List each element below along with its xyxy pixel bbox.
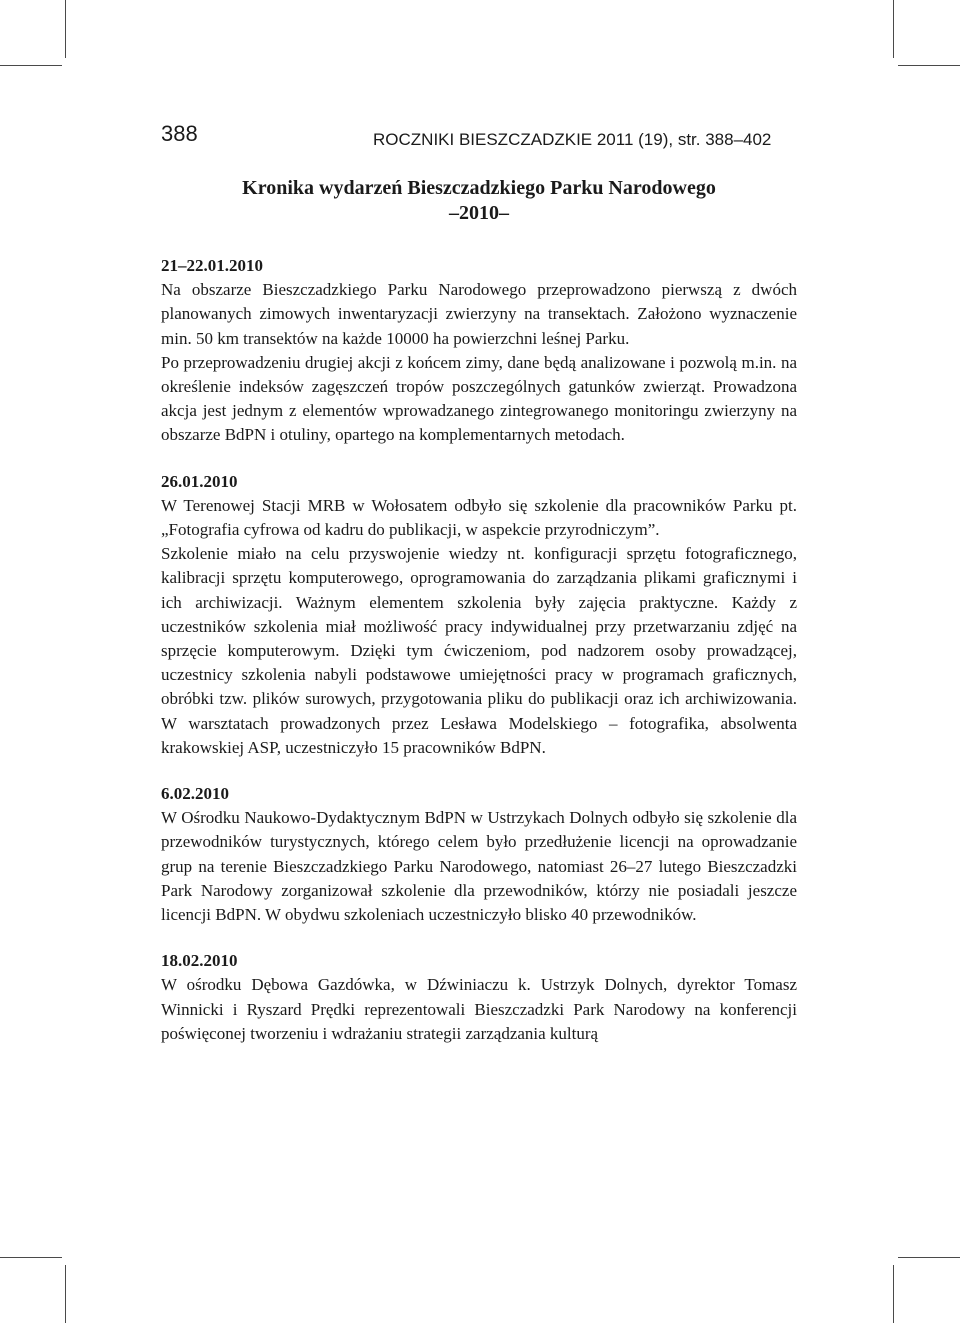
- entry-paragraph: Szkolenie miało na celu przyswojenie wiedzy nt. konfiguracji sprzętu fotograficznego, kalibracji sprzętu komputerowego, oprogramowania do zarządzania plikami graficznymi i ich archiwizacji. Ważnym elementem szkolenia były zajęcia praktyczne. Każdy z uczestników szkolenia miał możliwość pracy indywidualnej przy przetwarzaniu zdjęć na sprzęcie komputerowym. Dzięki tym ćwiczeniom, pod nadzorem osoby prowadzącej, uczestnicy szkolenia nabyli podstawowe umiejętności pracy w programach graficznych, obróbki tzw. plików surowych, przygotowania pliku do publikacji oraz ich archiwizowania. W warsztatach prowadzonych przez Lesława Modelskiego – fotografika, absolwenta krakowskiej ASP, uczestniczyło 15 pracowników BdPN.: [161, 544, 797, 757]
- entry-date: 6.02.2010: [161, 784, 229, 804]
- crop-mark: [898, 65, 960, 66]
- title-year: –2010–: [449, 202, 509, 224]
- running-head: ROCZNIKI BIESZCZADZKIE 2011 (19), str. 388–402: [373, 130, 772, 149]
- crop-mark: [0, 65, 62, 66]
- entry-paragraph: Po przeprowadzeniu drugiej akcji z końcem zimy, dane będą analizowane i pozwolą m.in. na określenie indeksów zagęszczeń tropów poszczególnych gatunków zwierząt. Prowadzona akcja jest jednym z elementów wprowadzanego zintegrowanego monitoringu zwierzyny na obszarze BdPN i otuliny, opartego na komplementarnych metodach.: [161, 352, 797, 445]
- title-line: Kronika wydarzeń Bieszczadzkiego Parku Narodowego: [242, 177, 716, 199]
- entry-date: 21–22.01.2010: [161, 256, 263, 275]
- entry-paragraph: Na obszarze Bieszczadzkiego Parku Narodowego przeprowadzono pierwszą z dwóch planowanych zimowych inwentaryzacji zwierzyny na transektach. Założono wyznaczenie min. 50 km transektów na każde 10000 ha powierzchni leśnej Parku.: [161, 280, 797, 348]
- crop-mark: [65, 1265, 66, 1323]
- chronicle-entry: [161, 254, 797, 448]
- document-title: [161, 176, 797, 226]
- chronicle-body: [161, 254, 797, 1068]
- crop-mark: [0, 1257, 62, 1258]
- entry-paragraph: W Terenowej Stacji MRB w Wołosatem odbyło się szkolenie dla pracowników Parku pt. „Fotografia cyfrowa od kadru do publikacji, w aspekcie przyrodniczym”.: [161, 495, 797, 540]
- crop-mark: [65, 0, 66, 58]
- chronicle-entry: [161, 782, 797, 927]
- chronicle-entry: [161, 470, 797, 760]
- entry-paragraph: W ośrodku Dębowa Gazdówka, w Dźwiniaczu k. Ustrzyk Dolnych, dyrektor Tomasz Winnicki i Ryszard Prędki reprezentowali Bieszczadzki Park Narodowy na konferencji poświęconej tworzeniu i wdrażaniu strategii zarządzania kulturą: [161, 975, 797, 1043]
- entry-date: 26.01.2010: [161, 471, 238, 491]
- crop-mark: [893, 0, 894, 58]
- entry-paragraph: W Ośrodku Naukowo-Dydaktycznym BdPN w Ustrzykach Dolnych odbyło się szkolenie dla przewodników turystycznych, którego celem było przedłużenie licencji na oprowadzanie grup na terenie Bieszczadzkiego Parku Narodowego, natomiast 26–27 lutego Bieszczadzki Park Narodowy zorganizował szkolenie dla przewodników, którzy nie posiadali jeszcze licencji BdPN. W obydwu szkoleniach uczestniczyło blisko 40 przewodników.: [161, 808, 797, 925]
- crop-mark: [893, 1265, 894, 1323]
- page-number: 388: [161, 121, 198, 146]
- chronicle-entry: [161, 949, 797, 1046]
- entry-date: 18.02.2010: [161, 951, 238, 971]
- crop-mark: [898, 1257, 960, 1258]
